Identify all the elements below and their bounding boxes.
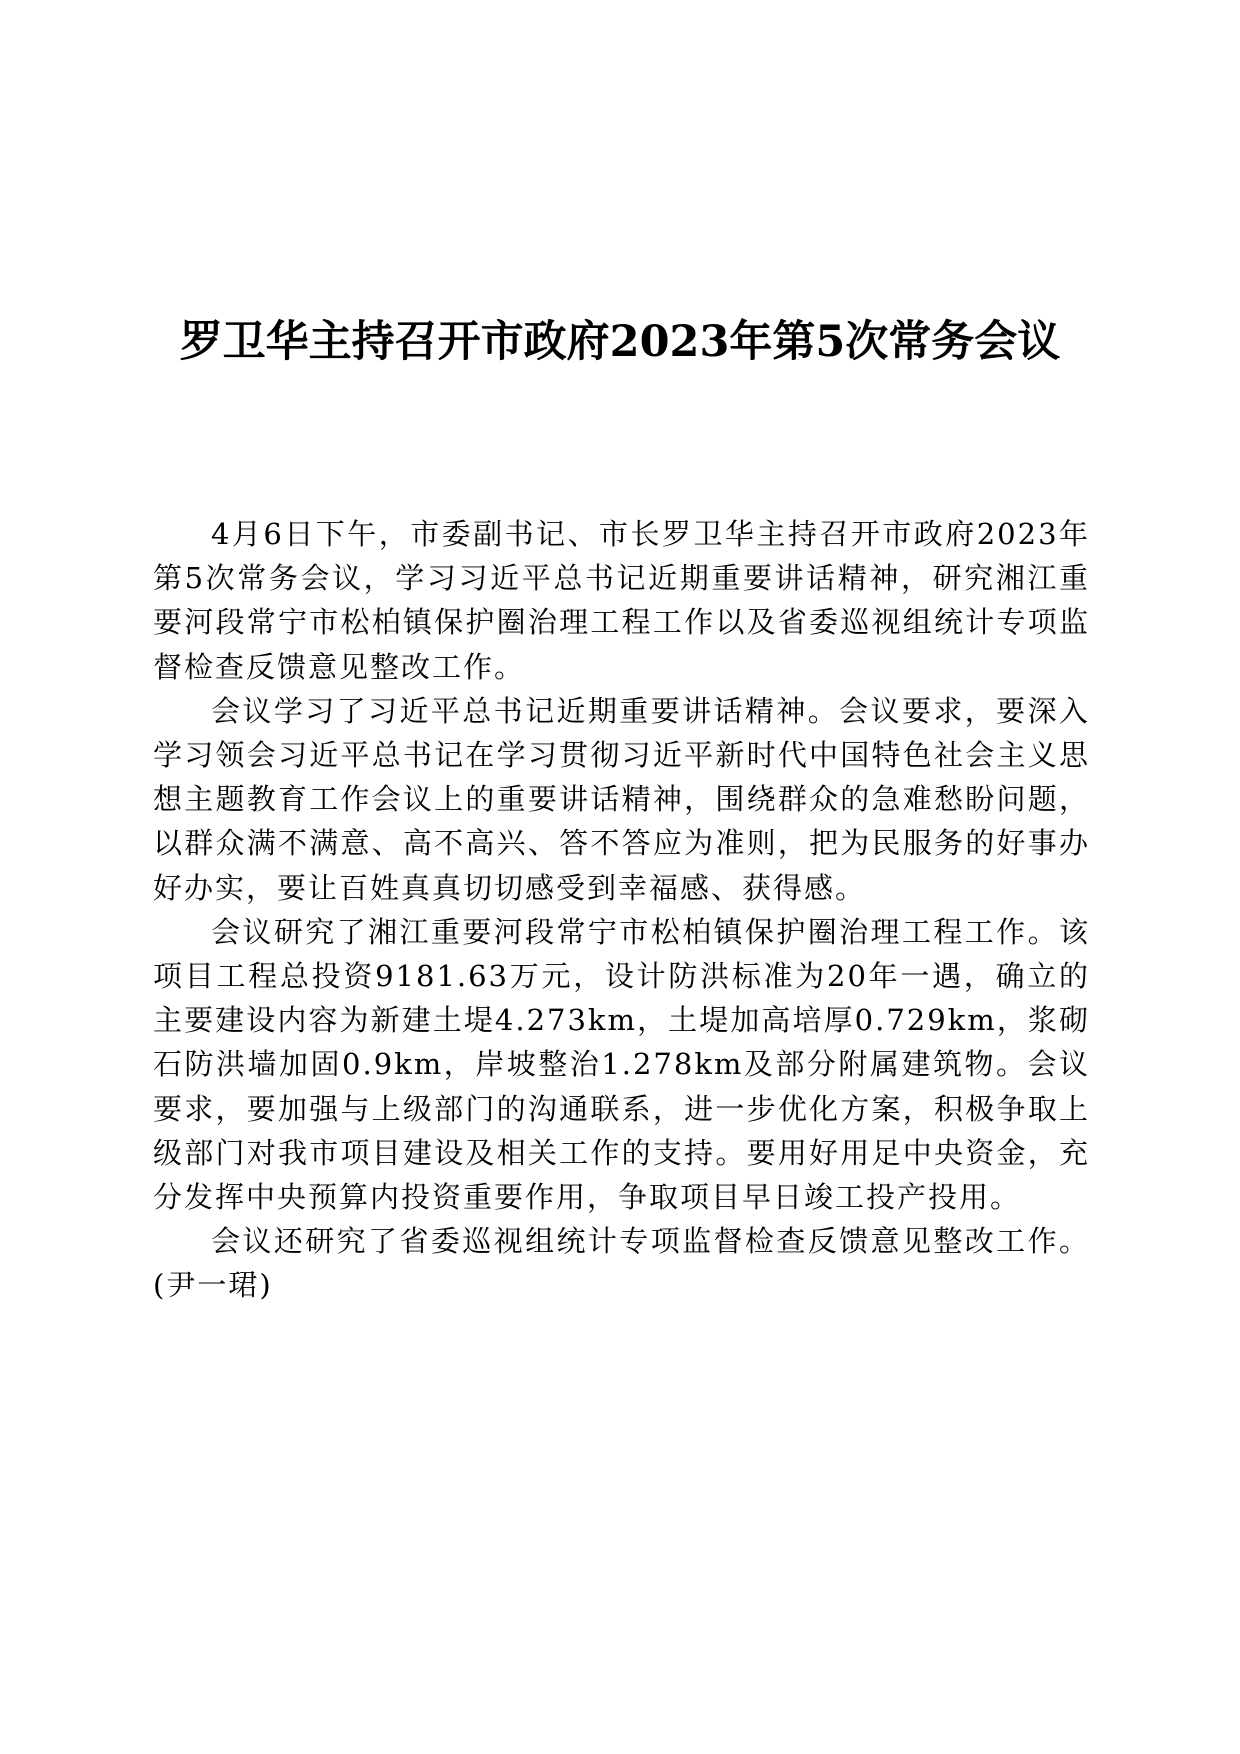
paragraph: 会议还研究了省委巡视组统计专项监督检查反馈意见整改工作。(尹一珺)	[153, 1224, 1090, 1303]
paragraph: 会议研究了湘江重要河段常宁市松柏镇保护圈治理工程工作。该项目工程总投资9181.63万元，设计防洪标准为20年一遇，确立的主要建设内容为新建土堤4.273km，土堤加高培厚0.729km，浆砌石防洪墙加固0.9km，岸坡整治1.278km及部分附属建筑物。会议要求，要加强与上级部门的沟通联系，进一步优化方案，积极争取上级部门对我市项目建设及相关工作的支持。要用好用足中央资金，充分发挥中央预算内投资重要作用，争取项目早日竣工投产投用。	[153, 914, 1090, 1215]
document-body	[153, 512, 1090, 1308]
paragraph: 4月6日下午，市委副书记、市长罗卫华主持召开市政府2023年第5次常务会议，学习习近平总书记近期重要讲话精神，研究湘江重要河段常宁市松柏镇保护圈治理工程工作以及省委巡视组统计专项监督检查反馈意见整改工作。	[153, 517, 1090, 684]
paragraph: 会议学习了习近平总书记近期重要讲话精神。会议要求，要深入学习领会习近平总书记在学习贯彻习近平新时代中国特色社会主义思想主题教育工作会议上的重要讲话精神，围绕群众的急难愁盼问题，以群众满不满意、高不高兴、答不答应为准则，把为民服务的好事办好办实，要让百姓真真切切感受到幸福感、获得感。	[153, 693, 1090, 905]
document-title: 罗卫华主持召开市政府2023年第5次常务会议	[179, 317, 1061, 367]
